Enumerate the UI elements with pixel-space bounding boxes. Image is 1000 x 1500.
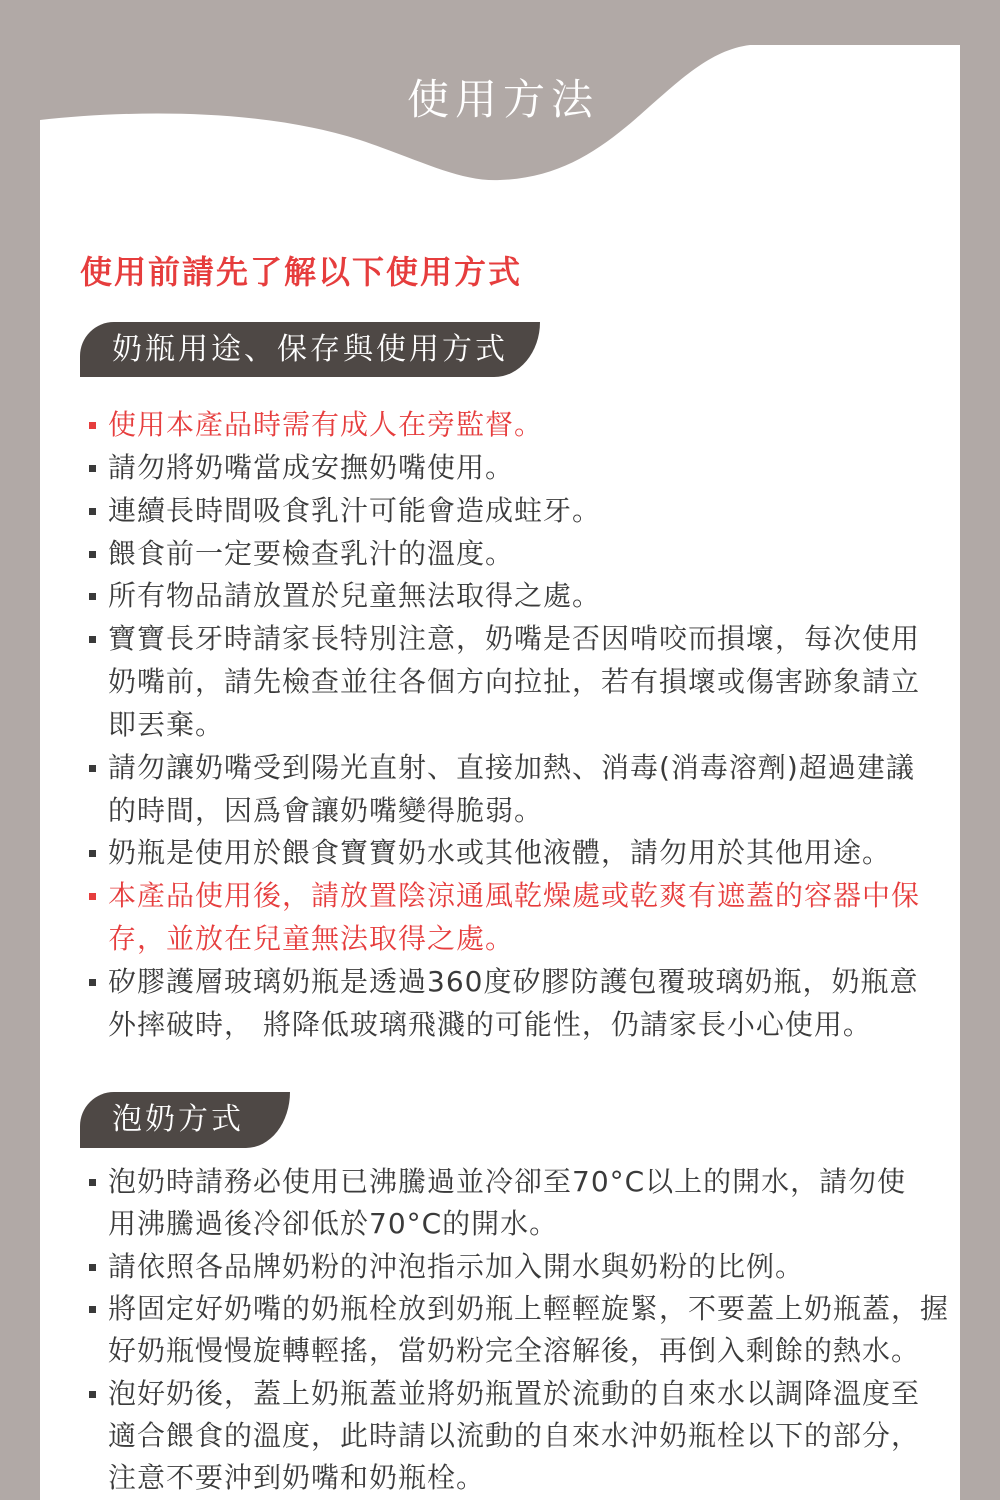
- list-item-text: 外摔破時， 將降低玻璃飛濺的可能性，仍請家長小心使用。: [108, 1007, 872, 1041]
- list-item: [108, 533, 920, 576]
- list-item-text: 本產品使用後，請放置陰涼通風乾燥處或乾爽有遮蓋的容器中保: [108, 879, 921, 913]
- bullet-square-icon: [89, 551, 96, 558]
- bullet-square-icon: [89, 422, 96, 429]
- list-item-text: 將固定好奶嘴的奶瓶栓放到奶瓶上輕輕旋緊，不要蓋上奶瓶蓋，握: [108, 1292, 950, 1326]
- list-item-text: 奶瓶是使用於餵食寶寶奶水或其他液體，請勿用於其他用途。: [108, 836, 892, 870]
- bullet-square-icon: [89, 1391, 96, 1398]
- bullet-square-icon: [89, 893, 96, 900]
- list-item: [108, 447, 920, 490]
- list-item-text: 奶嘴前，請先檢查並往各個方向拉扯，若有損壞或傷害跡象請立: [108, 665, 921, 699]
- list-item: [108, 961, 920, 1047]
- bullet-square-icon: [89, 636, 96, 643]
- list-item: [108, 490, 920, 533]
- list-item-text: 所有物品請放置於兒童無法取得之處。: [108, 579, 602, 613]
- list-item-text: 寶寶長牙時請家長特別注意，奶嘴是否因啃咬而損壞，每次使用: [108, 622, 921, 656]
- intro-heading: 使用前請先了解以下使用方式: [80, 253, 523, 291]
- list-item-text: 矽膠護層玻璃奶瓶是透過360度矽膠防護包覆玻璃奶瓶，奶瓶意: [108, 964, 919, 998]
- list-item: [108, 747, 920, 833]
- list-item-text: 存，並放在兒童無法取得之處。: [108, 922, 515, 956]
- list-item: [108, 1373, 949, 1500]
- list-item-text: 泡好奶後，蓋上奶瓶蓋並將奶瓶置於流動的自來水以調降溫度至: [108, 1376, 921, 1410]
- page-title: 使用方法: [406, 75, 599, 124]
- list-item: [108, 1288, 949, 1373]
- bullet-square-icon: [89, 508, 96, 515]
- section-tag-usage: 奶瓶用途、保存與使用方式: [80, 322, 540, 377]
- bullet-square-icon: [89, 1179, 96, 1186]
- section-tag-formula-prep: 泡奶方式: [80, 1092, 290, 1148]
- list-item: [108, 1161, 949, 1246]
- bullet-square-icon: [89, 765, 96, 772]
- bullet-square-icon: [89, 850, 96, 857]
- list-item-text: 泡奶時請務必使用已沸騰過並冷卻至70°C以上的開水，請勿使: [108, 1165, 907, 1198]
- list-item: [108, 1246, 949, 1288]
- list-item: [108, 404, 920, 447]
- bullet-square-icon: [89, 1306, 96, 1313]
- formula-prep-list: [108, 1161, 949, 1500]
- list-item: [108, 875, 920, 961]
- list-item-text: 餵食前一定要檢查乳汁的溫度。: [108, 536, 515, 570]
- bullet-square-icon: [89, 979, 96, 986]
- list-item-text: 使用本產品時需有成人在旁監督。: [108, 408, 544, 441]
- list-item-text: 連續長時間吸食乳汁可能會造成蛀牙。: [108, 493, 602, 527]
- bullet-square-icon: [89, 1264, 96, 1271]
- list-item-text: 即丟棄。: [108, 707, 225, 741]
- list-item-text: 請勿將奶嘴當成安撫奶嘴使用。: [108, 450, 515, 484]
- list-item: [108, 832, 920, 875]
- list-item-text: 的時間，因爲會讓奶嘴變得脆弱。: [108, 793, 544, 827]
- list-item-text: 適合餵食的溫度，此時請以流動的自來水沖奶瓶栓以下的部分，: [108, 1419, 921, 1453]
- bullet-square-icon: [89, 465, 96, 472]
- list-item: [108, 575, 920, 618]
- list-item-text: 請依照各品牌奶粉的沖泡指示加入開水與奶粉的比例。: [108, 1249, 805, 1283]
- list-item-text: 好奶瓶慢慢旋轉輕搖，當奶粉完全溶解後，再倒入剩餘的熱水。: [108, 1334, 921, 1368]
- list-item-text: 注意不要沖到奶嘴和奶瓶栓。: [108, 1461, 486, 1495]
- list-item: [108, 618, 920, 747]
- list-item-text: 用沸騰過後冷卻低於70°C的開水。: [108, 1207, 559, 1241]
- list-item-text: 請勿讓奶嘴受到陽光直射、直接加熱、消毒(消毒溶劑)超過建議: [108, 750, 915, 784]
- bullet-square-icon: [89, 593, 96, 600]
- usage-list: [108, 404, 920, 1047]
